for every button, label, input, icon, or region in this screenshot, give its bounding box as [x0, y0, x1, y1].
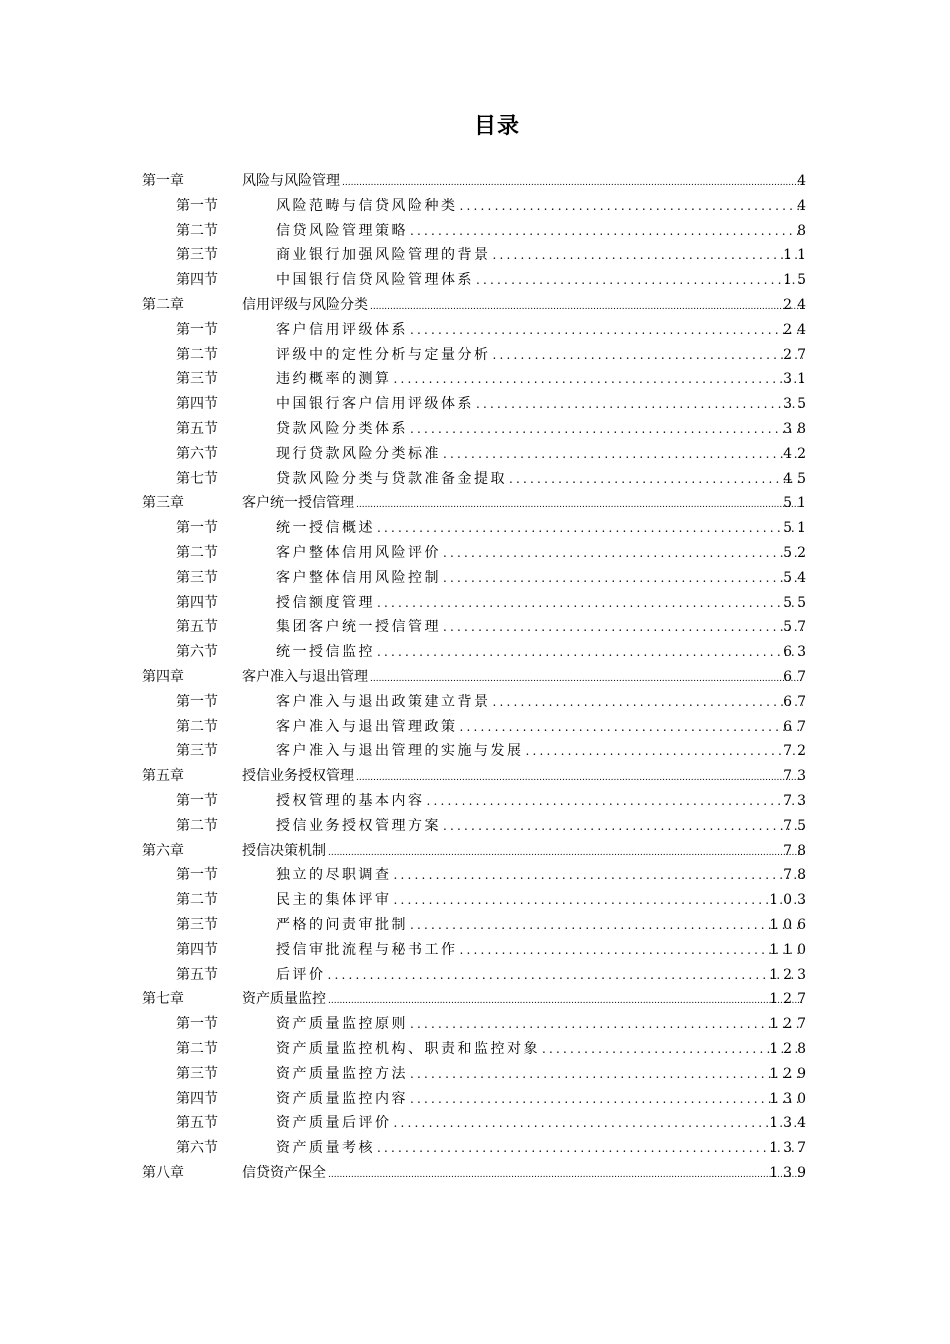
toc-section-entry[interactable]: [0, 417, 950, 441]
toc-page-number: 42: [783, 445, 811, 462]
toc-entry-title-group: [276, 814, 805, 838]
toc-entry-label: 第七章: [142, 991, 184, 1008]
toc-page-number: 67: [783, 693, 811, 710]
toc-dot-leader: [410, 1087, 803, 1111]
toc-entry-title-group: [276, 1087, 805, 1111]
toc-entry-title-group: [276, 243, 805, 267]
toc-entry-label: 第一节: [176, 793, 218, 809]
toc-entry-title: 客户信用评级体系: [276, 321, 408, 338]
toc-page-number: 72: [783, 743, 811, 760]
toc-section-entry[interactable]: [0, 566, 950, 590]
toc-dot-leader: [476, 268, 803, 292]
toc-entry-label: 第三节: [176, 247, 218, 264]
toc-entry-title-group: [276, 566, 805, 590]
toc-entry-label: 第二章: [142, 297, 184, 313]
toc-dot-leader: [443, 566, 803, 590]
toc-entry-label: 第二节: [176, 718, 218, 735]
toc-page-number: 31: [783, 371, 811, 388]
toc-entry-title-group: [242, 491, 805, 517]
toc-entry-title-group: [242, 764, 805, 790]
toc-entry-label: 第一节: [176, 867, 218, 884]
toc-dot-leader: [443, 442, 803, 466]
toc-section-entry[interactable]: [0, 367, 950, 391]
toc-entry-title-group: [276, 913, 805, 937]
toc-dot-leader: [377, 640, 803, 664]
toc-page-number: 27: [783, 346, 811, 363]
toc-dot-leader: [443, 541, 803, 565]
toc-page-number: 78: [783, 842, 811, 859]
toc-page-number: 73: [783, 793, 811, 809]
toc-section-entry[interactable]: [0, 442, 950, 466]
toc-section-entry[interactable]: [0, 194, 950, 218]
toc-entry-title-group: [242, 293, 805, 319]
toc-entry-label: 第二节: [176, 545, 218, 561]
toc-dot-leader: [410, 219, 803, 243]
toc-entry-label: 第二节: [176, 1041, 218, 1057]
toc-section-entry[interactable]: [0, 1136, 950, 1160]
toc-section-entry[interactable]: [0, 219, 950, 243]
toc-entry-label: 第五节: [176, 966, 218, 983]
toc-chapter-entry[interactable]: [0, 491, 950, 515]
toc-dot-leader: [493, 343, 804, 367]
toc-entry-title: 评级中的定性分析与定量分析: [276, 346, 491, 363]
toc-dot-leader: [509, 467, 803, 491]
toc-dot-leader: [410, 417, 803, 441]
toc-page-number: 106: [769, 917, 811, 933]
page-title: 目录: [473, 114, 520, 139]
toc-entry-title-group: [242, 169, 805, 195]
toc-section-entry[interactable]: [0, 888, 950, 912]
toc-entry-title-group: [276, 640, 805, 664]
toc-dot-leader: [410, 913, 803, 937]
toc-entry-label: 第一章: [142, 173, 184, 189]
toc-section-entry[interactable]: [0, 938, 950, 962]
toc-entry-title-group: [276, 268, 805, 292]
toc-section-entry[interactable]: [0, 318, 950, 342]
toc-dot-leader: [410, 318, 803, 342]
toc-section-entry[interactable]: [0, 690, 950, 714]
toc-entry-label: 第三节: [176, 569, 218, 586]
toc-entry-title: 统一授信概述: [276, 520, 375, 537]
toc-dot-leader: [356, 766, 803, 790]
toc-dot-leader: [410, 1012, 803, 1036]
toc-entry-title: 信用评级与风险分类: [242, 297, 368, 313]
toc-entry-title: 资产质量监控机构、职责和监控对象: [276, 1041, 540, 1057]
toc-entry-title-group: [276, 739, 805, 763]
toc-dot-leader: [427, 789, 804, 813]
toc-page-number: 130: [769, 1090, 811, 1107]
toc-entry-title: 资产质量监控: [242, 991, 326, 1008]
toc-dot-leader: [370, 667, 803, 691]
toc-dot-leader: [342, 171, 803, 195]
toc-section-entry[interactable]: [0, 715, 950, 739]
toc-dot-leader: [476, 392, 803, 416]
toc-entry-title-group: [276, 1062, 805, 1086]
toc-section-entry[interactable]: [0, 615, 950, 639]
toc-entry-title: 授信业务授权管理: [242, 768, 354, 785]
toc-entry-label: 第八章: [142, 1165, 184, 1181]
toc-entry-label: 第六节: [176, 1140, 218, 1157]
toc-entry-title: 客户统一授信管理: [242, 495, 354, 512]
toc-entry-title: 授信决策机制: [242, 842, 326, 859]
toc-section-entry[interactable]: [0, 863, 950, 887]
toc-chapter-entry[interactable]: [0, 293, 950, 317]
toc-entry-title: 中国银行客户信用评级体系: [276, 396, 474, 413]
toc-page-number: 24: [783, 297, 811, 313]
toc-page-number: 78: [783, 867, 811, 884]
toc-dot-leader: [377, 591, 803, 615]
toc-entry-title-group: [276, 938, 805, 962]
toc-entry-title-group: [276, 194, 805, 218]
toc-entry-title-group: [276, 963, 805, 987]
toc-section-entry[interactable]: [0, 739, 950, 763]
toc-entry-title-group: [276, 417, 805, 441]
toc-dot-leader: [370, 295, 803, 319]
toc-page-number: 8: [797, 222, 811, 239]
toc-dot-leader: [328, 1163, 803, 1187]
toc-entry-title: 中国银行信贷风险管理体系: [276, 272, 474, 289]
toc-entry-label: 第三节: [176, 371, 218, 388]
toc-page-number: 127: [769, 1016, 811, 1033]
toc-entry-title-group: [276, 343, 805, 367]
toc-entry-title: 资产质量监控原则: [276, 1016, 408, 1033]
toc-entry-title-group: [276, 615, 805, 639]
toc-entry-title-group: [276, 442, 805, 466]
toc-page-number: 15: [783, 272, 811, 289]
toc-entry-title: 客户准入与退出管理政策: [276, 718, 458, 735]
toc-page-number: 123: [769, 966, 811, 983]
toc-entry-title: 授权管理的基本内容: [276, 793, 425, 809]
toc-entry-title: 信贷资产保全: [242, 1165, 326, 1181]
toc-section-entry[interactable]: [0, 343, 950, 367]
toc-entry-title: 客户准入与退出管理的实施与发展: [276, 743, 524, 760]
toc-entry-title: 客户整体信用风险评价: [276, 545, 441, 561]
toc-section-entry[interactable]: [0, 591, 950, 615]
toc-entry-title: 风险与风险管理: [242, 173, 340, 189]
toc-entry-title: 统一授信监控: [276, 644, 375, 661]
toc-entry-title-group: [242, 665, 805, 691]
toc-entry-label: 第七节: [176, 470, 218, 487]
toc-section-entry[interactable]: [0, 268, 950, 292]
toc-entry-title-group: [276, 219, 805, 243]
toc-page-number: 55: [783, 594, 811, 611]
toc-entry-label: 第一节: [176, 1016, 218, 1033]
toc-page-number: 35: [783, 396, 811, 413]
toc-entry-label: 第三章: [142, 495, 184, 512]
toc-entry-label: 第三节: [176, 1065, 218, 1082]
toc-section-entry[interactable]: [0, 1012, 950, 1036]
toc-entry-label: 第二节: [176, 222, 218, 239]
toc-dot-leader: [377, 1136, 803, 1160]
toc-dot-leader: [328, 841, 803, 865]
toc-entry-title: 现行贷款风险分类标准: [276, 445, 441, 462]
toc-entry-title-group: [276, 888, 805, 912]
toc-page-number: 45: [783, 470, 811, 487]
toc-chapter-entry[interactable]: [0, 987, 950, 1011]
toc-entry-label: 第四节: [176, 396, 218, 413]
toc-page-number: 75: [783, 817, 811, 834]
toc-section-entry[interactable]: [0, 243, 950, 267]
toc-page-number: 51: [783, 520, 811, 537]
toc-dot-leader: [377, 516, 803, 540]
toc-dot-leader: [460, 938, 804, 962]
toc-entry-title-group: [276, 367, 805, 391]
toc-entry-title-group: [276, 541, 805, 565]
toc-entry-title: 后评价: [276, 966, 326, 983]
toc-entry-label: 第三节: [176, 743, 218, 760]
toc-entry-label: 第三节: [176, 917, 218, 933]
toc-entry-label: 第四节: [176, 594, 218, 611]
toc-section-entry[interactable]: [0, 467, 950, 491]
toc-entry-title-group: [242, 1161, 805, 1187]
toc-dot-leader: [542, 1037, 803, 1061]
toc-page-number: 51: [783, 495, 811, 512]
toc-entry-title: 独立的尽职调查: [276, 867, 392, 884]
toc-entry-title-group: [242, 839, 805, 865]
toc-entry-title: 资产质量后评价: [276, 1115, 392, 1132]
toc-entry-label: 第五节: [176, 619, 218, 636]
toc-entry-label: 第六节: [176, 445, 218, 462]
toc-entry-title: 资产质量考核: [276, 1140, 375, 1157]
toc-entry-title: 违约概率的测算: [276, 371, 392, 388]
toc-page-number: 4: [797, 173, 811, 189]
toc-entry-label: 第六节: [176, 644, 218, 661]
toc-entry-title: 资产质量监控方法: [276, 1065, 408, 1082]
toc-entry-title: 贷款风险分类与贷款准备金提取: [276, 470, 507, 487]
toc-entry-title-group: [276, 591, 805, 615]
toc-section-entry[interactable]: [0, 913, 950, 937]
toc-entry-title-group: [276, 1037, 805, 1061]
toc-entry-title: 严格的问责审批制: [276, 917, 408, 933]
toc-entry-title: 贷款风险分类体系: [276, 421, 408, 437]
toc-entry-title-group: [276, 690, 805, 714]
toc-entry-title-group: [276, 318, 805, 342]
toc-dot-leader: [443, 814, 803, 838]
toc-section-entry[interactable]: [0, 814, 950, 838]
toc-section-entry[interactable]: [0, 1087, 950, 1111]
toc-entry-title: 风险范畴与信贷风险种类: [276, 197, 458, 214]
toc-entry-title: 民主的集体评审: [276, 892, 392, 909]
toc-entry-title-group: [276, 1136, 805, 1160]
toc-entry-title: 集团客户统一授信管理: [276, 619, 441, 636]
toc-entry-label: 第五节: [176, 421, 218, 437]
toc-entry-title: 资产质量监控内容: [276, 1090, 408, 1107]
toc-dot-leader: [394, 888, 804, 912]
toc-dot-leader: [460, 715, 804, 739]
toc-section-entry[interactable]: [0, 516, 950, 540]
toc-entry-label: 第一节: [176, 693, 218, 710]
toc-section-entry[interactable]: [0, 640, 950, 664]
toc-entry-title-group: [276, 1111, 805, 1135]
toc-entry-label: 第一节: [176, 520, 218, 537]
toc-page-number: 24: [783, 321, 811, 338]
toc-chapter-entry[interactable]: [0, 665, 950, 689]
toc-page-number: 4: [797, 197, 811, 214]
toc-entry-label: 第四节: [176, 272, 218, 289]
toc-page-number: 63: [783, 644, 811, 661]
toc-entry-title: 信贷风险管理策略: [276, 222, 408, 239]
toc-section-entry[interactable]: [0, 1062, 950, 1086]
toc-entry-title-group: [276, 467, 805, 491]
toc-chapter-entry[interactable]: [0, 764, 950, 788]
toc-section-entry[interactable]: [0, 1037, 950, 1061]
toc-page-number: 67: [783, 718, 811, 735]
toc-chapter-entry[interactable]: [0, 839, 950, 863]
toc-entry-label: 第四章: [142, 669, 184, 685]
toc-entry-label: 第五节: [176, 1115, 218, 1132]
toc-dot-leader: [394, 1111, 804, 1135]
toc-entry-label: 第二节: [176, 346, 218, 363]
toc-page-number: 52: [783, 545, 811, 561]
toc-dot-leader: [394, 367, 804, 391]
toc-dot-leader: [526, 739, 804, 763]
toc-entry-title-group: [242, 987, 805, 1013]
toc-dot-leader: [356, 493, 803, 517]
toc-dot-leader: [493, 243, 804, 267]
toc-entry-title: 客户整体信用风险控制: [276, 569, 441, 586]
toc-entry-label: 第四节: [176, 941, 218, 958]
toc-dot-leader: [394, 863, 804, 887]
toc-page-number: 103: [769, 892, 811, 909]
toc-dot-leader: [443, 615, 803, 639]
toc-entry-label: 第五章: [142, 768, 184, 785]
toc-page-number: 54: [783, 569, 811, 586]
toc-entry-title-group: [276, 863, 805, 887]
toc-entry-title-group: [276, 789, 805, 813]
toc-entry-title-group: [276, 715, 805, 739]
toc-entry-title: 商业银行加强风险管理的背景: [276, 247, 491, 264]
toc-entry-title-group: [276, 516, 805, 540]
toc-page-number: 11: [783, 247, 811, 264]
toc-dot-leader: [328, 963, 804, 987]
toc-entry-title: 授信业务授权管理方案: [276, 817, 441, 834]
toc-page-number: 137: [769, 1140, 811, 1157]
toc-page-number: 67: [783, 669, 811, 685]
toc-entry-title-group: [276, 1012, 805, 1036]
toc-section-entry[interactable]: [0, 541, 950, 565]
toc-entry-label: 第二节: [176, 892, 218, 909]
toc-entry-title: 客户准入与退出政策建立背景: [276, 693, 491, 710]
toc-page-number: 73: [783, 768, 811, 785]
toc-section-entry[interactable]: [0, 1111, 950, 1135]
toc-entry-title: 客户准入与退出管理: [242, 669, 368, 685]
toc-page-number: 139: [769, 1165, 811, 1181]
toc-dot-leader: [410, 1062, 803, 1086]
toc-dot-leader: [493, 690, 804, 714]
toc-dot-leader: [328, 989, 803, 1013]
toc-entry-label: 第二节: [176, 817, 218, 834]
toc-section-entry[interactable]: [0, 963, 950, 987]
toc-dot-leader: [460, 194, 804, 218]
toc-entry-label: 第四节: [176, 1090, 218, 1107]
toc-entry-label: 第六章: [142, 842, 184, 859]
toc-page-number: 127: [769, 991, 811, 1008]
toc-page-number: 110: [769, 941, 811, 958]
toc-entry-label: 第一节: [176, 197, 218, 214]
toc-section-entry[interactable]: [0, 789, 950, 813]
toc-page-number: 129: [769, 1065, 811, 1082]
toc-chapter-entry[interactable]: [0, 1161, 950, 1185]
toc-chapter-entry[interactable]: [0, 169, 950, 193]
toc-page-number: 134: [769, 1115, 811, 1132]
toc-entry-title: 授信额度管理: [276, 594, 375, 611]
toc-page-number: 38: [783, 421, 811, 437]
toc-page-number: 128: [769, 1041, 811, 1057]
toc-section-entry[interactable]: [0, 392, 950, 416]
toc-entry-label: 第一节: [176, 321, 218, 338]
toc-entry-title-group: [276, 392, 805, 416]
toc-entry-title: 授信审批流程与秘书工作: [276, 941, 458, 958]
toc-page-number: 57: [783, 619, 811, 636]
